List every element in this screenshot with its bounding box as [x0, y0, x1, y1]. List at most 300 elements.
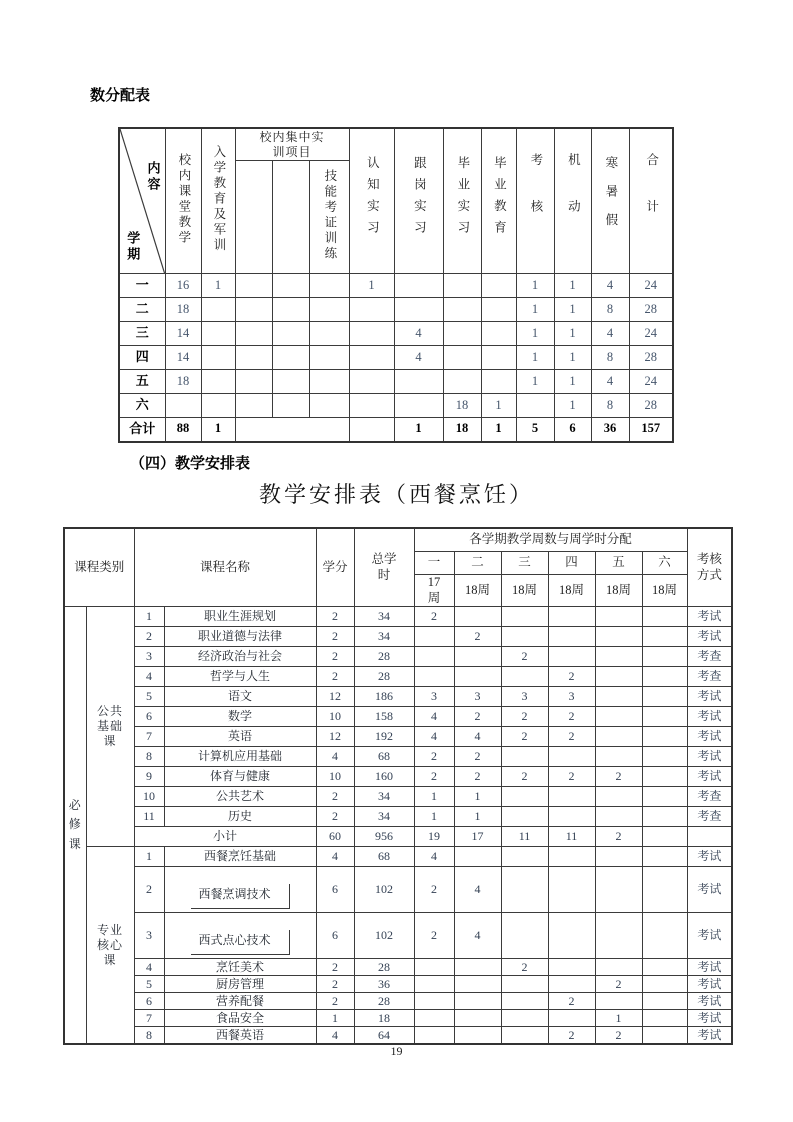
- table-cell: 考试: [687, 747, 732, 767]
- table-cell: [309, 346, 349, 370]
- table-cell: [272, 298, 309, 322]
- semester-row-1: [119, 274, 673, 298]
- table-cell: [454, 667, 501, 687]
- table-cell: 2: [414, 913, 454, 959]
- header-vacation: [591, 128, 629, 274]
- table-cell: 2: [548, 993, 595, 1010]
- table-cell: [481, 298, 516, 322]
- course-row: [64, 807, 732, 827]
- table-cell: 19: [414, 827, 454, 847]
- table-cell: [548, 847, 595, 867]
- table-cell: 34: [354, 627, 414, 647]
- table-cell: 36: [591, 418, 629, 442]
- course-row: [64, 607, 732, 627]
- table-cell: 考试: [687, 767, 732, 787]
- table-cell: [394, 298, 443, 322]
- table-cell: 1: [516, 370, 554, 394]
- header-credits: 学分: [316, 528, 354, 607]
- header-cognition-practice: [349, 128, 394, 274]
- table-cell: 28: [354, 667, 414, 687]
- table-cell: 5: [134, 687, 164, 707]
- table-cell: 28: [629, 346, 673, 370]
- table-cell: 体育与健康: [164, 767, 316, 787]
- table-cell: 1: [349, 274, 394, 298]
- category-public-basic-courses: [86, 607, 134, 847]
- table-cell: [201, 370, 235, 394]
- table-cell: 4: [394, 322, 443, 346]
- table-cell: [201, 346, 235, 370]
- table-cell: [454, 959, 501, 976]
- table-cell: [349, 370, 394, 394]
- table-cell: 2: [454, 767, 501, 787]
- header-sem-2: 二: [454, 552, 501, 575]
- table-cell: 6: [554, 418, 591, 442]
- table-cell: [414, 1027, 454, 1044]
- table-cell: [349, 418, 394, 442]
- semester-row-3: [119, 322, 673, 346]
- table-cell: [501, 747, 548, 767]
- table-cell: [164, 913, 316, 959]
- table-cell: 考试: [687, 867, 732, 913]
- table-cell: [309, 370, 349, 394]
- table-cell: [501, 787, 548, 807]
- table-cell: [201, 394, 235, 418]
- table-cell: [595, 847, 642, 867]
- hours-allocation-table: [118, 127, 674, 443]
- table-cell: 102: [354, 913, 414, 959]
- header-sem-4: 四: [548, 552, 595, 575]
- table-cell: 2: [134, 867, 164, 913]
- table-cell: 考试: [687, 687, 732, 707]
- course-row: [64, 847, 732, 867]
- table-cell: 2: [134, 627, 164, 647]
- corner-label-semester: 学期: [125, 231, 141, 263]
- table-cell: 2: [316, 607, 354, 627]
- table-cell: 考查: [687, 647, 732, 667]
- table-cell: 8: [134, 747, 164, 767]
- table-cell: 5: [516, 418, 554, 442]
- table-cell: 2: [414, 747, 454, 767]
- semester-row-6: [119, 394, 673, 418]
- header-assessment: [516, 128, 554, 274]
- total-row-label: 合计: [119, 418, 165, 442]
- table-cell: [548, 959, 595, 976]
- table-cell: [595, 667, 642, 687]
- table-cell: [454, 976, 501, 993]
- table-cell: [642, 847, 687, 867]
- course-row: [64, 1027, 732, 1044]
- table-cell: 厨房管理: [164, 976, 316, 993]
- table-cell: [309, 322, 349, 346]
- table-cell: [548, 607, 595, 627]
- table-cell: 考试: [687, 847, 732, 867]
- table-cell: 8: [591, 298, 629, 322]
- table-cell: 西餐英语: [164, 1027, 316, 1044]
- header-training-sub2: [272, 161, 309, 274]
- category-required-courses: [64, 607, 86, 1044]
- table-cell: 14: [165, 346, 201, 370]
- table-row: [119, 128, 673, 161]
- table-cell: 157: [629, 418, 673, 442]
- table-cell: 考试: [687, 993, 732, 1010]
- table-cell: 11: [134, 807, 164, 827]
- course-row: [64, 787, 732, 807]
- table-cell: 考查: [687, 787, 732, 807]
- table-cell: 1: [554, 346, 591, 370]
- table-cell: [235, 394, 272, 418]
- table-cell: 186: [354, 687, 414, 707]
- header-sem-5: 五: [595, 552, 642, 575]
- table-cell: [642, 767, 687, 787]
- table-cell: [414, 647, 454, 667]
- table-cell: 8: [591, 394, 629, 418]
- table-cell: [394, 274, 443, 298]
- table-cell: [309, 274, 349, 298]
- table-cell: 哲学与人生: [164, 667, 316, 687]
- table-cell: 2: [414, 767, 454, 787]
- table-cell: [165, 394, 201, 418]
- course-row: [64, 913, 732, 959]
- course-row: [64, 687, 732, 707]
- table-cell: [349, 346, 394, 370]
- table-cell: 2: [414, 607, 454, 627]
- table-cell: 14: [165, 322, 201, 346]
- text-label: 寒暑假: [603, 156, 618, 242]
- table-cell: 9: [134, 767, 164, 787]
- table-cell: 4: [591, 274, 629, 298]
- page-number: 19: [390, 1044, 403, 1058]
- table-cell: [642, 787, 687, 807]
- table-cell: [595, 707, 642, 727]
- table-cell: [595, 747, 642, 767]
- table-cell: [642, 1010, 687, 1027]
- table-cell: 公共艺术: [164, 787, 316, 807]
- table-cell: 8: [591, 346, 629, 370]
- table-cell: 192: [354, 727, 414, 747]
- table-cell: 16: [165, 274, 201, 298]
- table-cell: [349, 394, 394, 418]
- header-total: [629, 128, 673, 274]
- table-cell: 12: [316, 727, 354, 747]
- header-post-practice: [394, 128, 443, 274]
- header-weeks-2: 18周: [454, 575, 501, 607]
- table-cell: [481, 346, 516, 370]
- table-cell: 1: [481, 394, 516, 418]
- table-cell: [414, 993, 454, 1010]
- table-cell: 1: [316, 1010, 354, 1027]
- table-cell: [481, 370, 516, 394]
- table-cell: 2: [501, 707, 548, 727]
- table-cell: [595, 913, 642, 959]
- text-label: 合计: [644, 152, 659, 246]
- table-cell: 28: [354, 647, 414, 667]
- table-cell: 34: [354, 607, 414, 627]
- text-label: 17周: [427, 575, 441, 605]
- section-heading: （四）教学安排表: [130, 455, 251, 472]
- table-cell: 2: [595, 827, 642, 847]
- text-label: 考核: [528, 152, 543, 246]
- table-cell: 1: [554, 370, 591, 394]
- header-cell: 六: [119, 394, 165, 418]
- corner-label-content: 内容: [145, 161, 161, 193]
- course-row: [64, 959, 732, 976]
- table-cell: [235, 370, 272, 394]
- course-row: [64, 976, 732, 993]
- table-cell: [414, 959, 454, 976]
- table-cell: 1: [394, 418, 443, 442]
- text-label: 总学时: [371, 552, 397, 582]
- table-cell: [481, 274, 516, 298]
- table-cell: [501, 1010, 548, 1027]
- table-cell: 2: [548, 707, 595, 727]
- table-cell: [642, 667, 687, 687]
- table-cell: 3: [501, 687, 548, 707]
- header-semester-group: 各学期教学周数与周学时分配: [414, 528, 687, 552]
- table-cell: [201, 298, 235, 322]
- table-cell: 2: [501, 767, 548, 787]
- table-cell: 2: [316, 787, 354, 807]
- table-cell: [349, 322, 394, 346]
- table-cell: 2: [595, 1027, 642, 1044]
- table-cell: 考试: [687, 627, 732, 647]
- table-cell: [443, 370, 481, 394]
- table-cell: 4: [394, 346, 443, 370]
- course-row: [64, 767, 732, 787]
- table-cell: 1: [554, 394, 591, 418]
- page-top-heading: 数分配表: [90, 87, 151, 104]
- table-body: [119, 274, 673, 442]
- table-cell: [501, 607, 548, 627]
- table-cell: 1: [554, 322, 591, 346]
- table-cell: 4: [454, 727, 501, 747]
- header-weeks-1: [414, 575, 454, 607]
- table-cell: 12: [316, 687, 354, 707]
- table-cell: [595, 687, 642, 707]
- table-cell: [164, 867, 316, 913]
- table-cell: 2: [414, 867, 454, 913]
- table-cell: 10: [316, 767, 354, 787]
- text-label: 机动: [566, 152, 581, 246]
- table-cell: 1: [134, 607, 164, 627]
- table-cell: [501, 667, 548, 687]
- table-cell: 1: [201, 418, 235, 442]
- table-cell: [642, 913, 687, 959]
- table-cell: [443, 274, 481, 298]
- table-cell: 4: [316, 747, 354, 767]
- table-body: [64, 607, 732, 1044]
- header-sem-6: 六: [642, 552, 687, 575]
- table-cell: 24: [629, 322, 673, 346]
- table-cell: [595, 867, 642, 913]
- text-label: 入学教育及军训: [211, 144, 226, 254]
- table-cell: [595, 607, 642, 627]
- table-cell: 4: [134, 959, 164, 976]
- header-classroom-teaching: [165, 128, 201, 274]
- corner-header-cell: [119, 128, 165, 274]
- table-cell: 2: [501, 647, 548, 667]
- table-cell: [454, 1010, 501, 1027]
- header-cell: 三: [119, 322, 165, 346]
- table-cell: 语文: [164, 687, 316, 707]
- header-weeks-6: 18周: [642, 575, 687, 607]
- table-cell: [642, 827, 687, 847]
- table-cell: 2: [501, 959, 548, 976]
- table-cell: 956: [354, 827, 414, 847]
- table-cell: 2: [454, 747, 501, 767]
- table-cell: [501, 913, 548, 959]
- table-cell: [642, 976, 687, 993]
- table-cell: [548, 1010, 595, 1027]
- semester-row-5: [119, 370, 673, 394]
- table-cell: [501, 976, 548, 993]
- table-cell: 考查: [687, 667, 732, 687]
- table-cell: [501, 627, 548, 647]
- table-cell: 3: [454, 687, 501, 707]
- table-cell: [595, 647, 642, 667]
- table-cell: [548, 747, 595, 767]
- table-cell: 4: [134, 667, 164, 687]
- table-cell: 160: [354, 767, 414, 787]
- header-total-hours: [354, 528, 414, 607]
- table-cell: [548, 647, 595, 667]
- table-cell: [548, 913, 595, 959]
- header-graduation-practice: [443, 128, 481, 274]
- header-cell: 一: [119, 274, 165, 298]
- table-cell: [481, 322, 516, 346]
- table-cell: [272, 394, 309, 418]
- table-cell: 1: [516, 322, 554, 346]
- merged-training-total-cell: [235, 418, 349, 442]
- table-cell: 2: [548, 767, 595, 787]
- header-cell: 五: [119, 370, 165, 394]
- table-cell: 18: [165, 298, 201, 322]
- table-cell: 18: [354, 1010, 414, 1027]
- table-cell: 1: [134, 847, 164, 867]
- table-cell: 11: [548, 827, 595, 847]
- table-cell: [687, 827, 732, 847]
- table-cell: 1: [414, 807, 454, 827]
- text-label: 毕业实习: [455, 156, 470, 242]
- table-cell: 34: [354, 807, 414, 827]
- table-cell: [235, 322, 272, 346]
- table-cell: [443, 346, 481, 370]
- table-cell: [454, 847, 501, 867]
- table-cell: 4: [414, 847, 454, 867]
- table-cell: [501, 807, 548, 827]
- text-label: 认知实习: [365, 156, 380, 242]
- table-cell: 28: [629, 298, 673, 322]
- table-cell: 1: [516, 298, 554, 322]
- table-cell: 西餐烹饪基础: [164, 847, 316, 867]
- table-cell: 考试: [687, 1027, 732, 1044]
- course-row: [64, 627, 732, 647]
- table-cell: 烹饪美术: [164, 959, 316, 976]
- table-cell: [454, 647, 501, 667]
- table-cell: [642, 687, 687, 707]
- text-label: 跟岗实习: [412, 156, 427, 242]
- table-cell: 6: [316, 867, 354, 913]
- table-cell: 6: [134, 993, 164, 1010]
- table-cell: [642, 647, 687, 667]
- table-cell: [235, 274, 272, 298]
- table-cell: 34: [354, 787, 414, 807]
- header-assessment-method: [687, 528, 732, 607]
- header-campus-training-group: [235, 128, 349, 161]
- category-professional-core-courses: [86, 847, 134, 1044]
- table-cell: 68: [354, 747, 414, 767]
- table-cell: 1: [554, 274, 591, 298]
- header-cell: 四: [119, 346, 165, 370]
- table-cell: 考查: [687, 807, 732, 827]
- text-label: 校内集中实训项目: [259, 129, 325, 159]
- table-cell: 18: [443, 394, 481, 418]
- course-name-textbox: 西餐烹调技术: [191, 884, 290, 909]
- table-cell: 英语: [164, 727, 316, 747]
- table-cell: [272, 322, 309, 346]
- text-label: 必修课: [68, 798, 82, 851]
- table-cell: 102: [354, 867, 414, 913]
- table-cell: 158: [354, 707, 414, 727]
- table-cell: 2: [316, 647, 354, 667]
- table-cell: [414, 667, 454, 687]
- table-cell: 2: [316, 959, 354, 976]
- subtotal-row: [64, 827, 732, 847]
- table-cell: 考试: [687, 959, 732, 976]
- table-cell: [642, 807, 687, 827]
- table-head: [64, 528, 732, 607]
- table-cell: 2: [595, 976, 642, 993]
- text-label: 校内课堂教学: [176, 152, 191, 246]
- table-cell: 17: [454, 827, 501, 847]
- table-cell: 考试: [687, 913, 732, 959]
- table-cell: [501, 847, 548, 867]
- table-cell: 88: [165, 418, 201, 442]
- table-cell: 历史: [164, 807, 316, 827]
- table-cell: 2: [454, 627, 501, 647]
- course-row: [64, 993, 732, 1010]
- table-cell: 经济政治与社会: [164, 647, 316, 667]
- course-row: [64, 867, 732, 913]
- table-cell: [642, 707, 687, 727]
- table-cell: 3: [548, 687, 595, 707]
- table-cell: [501, 867, 548, 913]
- table-cell: [309, 394, 349, 418]
- header-training-sub1: [235, 161, 272, 274]
- teaching-schedule-table: [63, 527, 733, 1045]
- table-cell: 营养配餐: [164, 993, 316, 1010]
- table-cell: [595, 993, 642, 1010]
- table-cell: 1: [516, 346, 554, 370]
- subtotal-label: 小计: [134, 827, 316, 847]
- table-cell: 2: [454, 707, 501, 727]
- table-cell: 食品安全: [164, 1010, 316, 1027]
- table-cell: [454, 1027, 501, 1044]
- table-cell: [595, 627, 642, 647]
- header-sem-1: 一: [414, 552, 454, 575]
- table-cell: [235, 298, 272, 322]
- header-course-name: 课程名称: [134, 528, 316, 607]
- table-cell: 7: [134, 1010, 164, 1027]
- table-cell: 2: [316, 976, 354, 993]
- header-skill-certification: [309, 161, 349, 274]
- table-cell: 68: [354, 847, 414, 867]
- table-cell: [642, 867, 687, 913]
- table-cell: 3: [134, 647, 164, 667]
- table-cell: [595, 807, 642, 827]
- table-cell: [516, 394, 554, 418]
- table-cell: [548, 807, 595, 827]
- table-cell: [501, 1027, 548, 1044]
